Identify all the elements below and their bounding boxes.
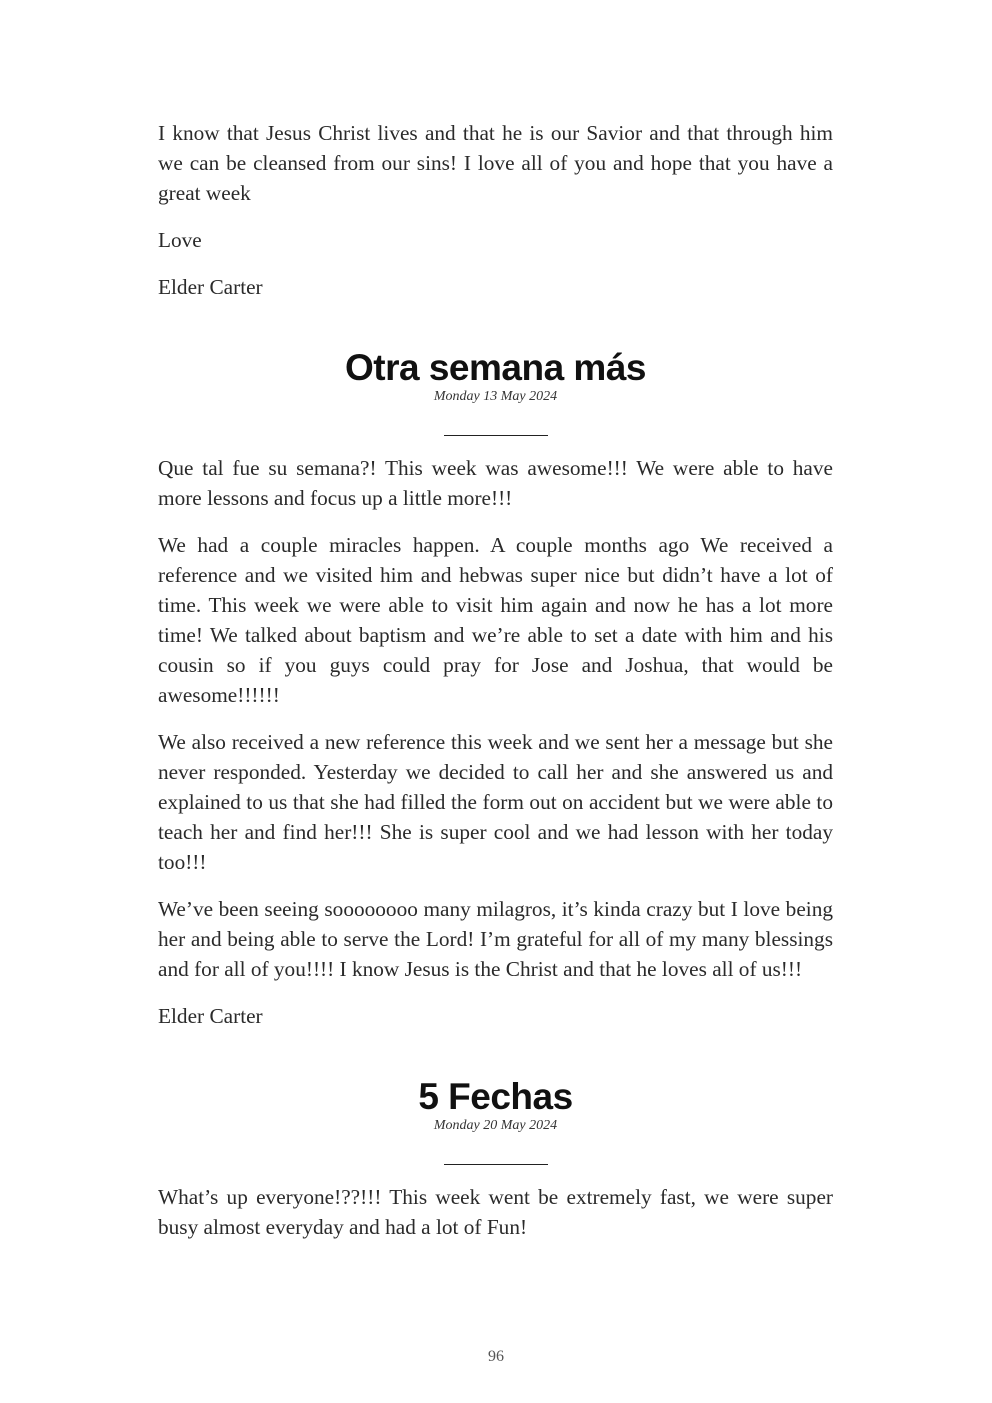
intro-closing: Love	[158, 228, 202, 252]
intro-signature: Elder Carter	[158, 275, 263, 299]
post-signature: Elder Carter	[158, 1004, 263, 1028]
post-paragraph: We also received a new reference this week and we sent her a message but she never responded. Yesterday we decided to call her and she answered us and explained to us that she had filled the form out on accident but we were able to teach her and find her!!! She is super cool and we had lesson with her today too!!!	[158, 730, 833, 874]
post-header	[158, 347, 833, 436]
page-content	[158, 118, 833, 1259]
post-paragraph: We had a couple miracles happen. A couple months ago We received a reference and we visited him and hebwas super nice but didn’t have a lot of time. This week we were able to visit him again and now he has a lot more time! We talked about baptism and we’re able to set a date with him and his cousin so if you guys could pray for Jose and Joshua, that would be awesome!!!!!!	[158, 533, 833, 707]
post-title: Otra semana más	[344, 347, 646, 388]
post-title: 5 Fechas	[418, 1076, 573, 1117]
post-paragraph: Que tal fue su semana?! This week was awesome!!! We were able to have more lessons and focus up a little more!!!	[158, 456, 833, 510]
post-paragraph: We’ve been seeing soooooooo many milagros, it’s kinda crazy but I love being her and being able to serve the Lord! I’m grateful for all of my many blessings and for all of you!!!! I know Jesus is the Christ and that he loves all of us!!!	[158, 897, 833, 981]
page-number: 96	[488, 1348, 504, 1365]
post-paragraph: What’s up everyone!??!!! This week went be extremely fast, we were super busy almost everyday and had a lot of Fun!	[158, 1185, 833, 1239]
post-divider	[444, 435, 548, 436]
intro-paragraph: I know that Jesus Christ lives and that he is our Savior and that through him we can be cleansed from our sins! I love all of you and hope that you have a great week	[158, 121, 833, 205]
post-date: Monday 13 May 2024	[433, 389, 558, 404]
post-divider	[444, 1164, 548, 1165]
post-date: Monday 20 May 2024	[433, 1118, 558, 1133]
post-header	[158, 1076, 833, 1165]
